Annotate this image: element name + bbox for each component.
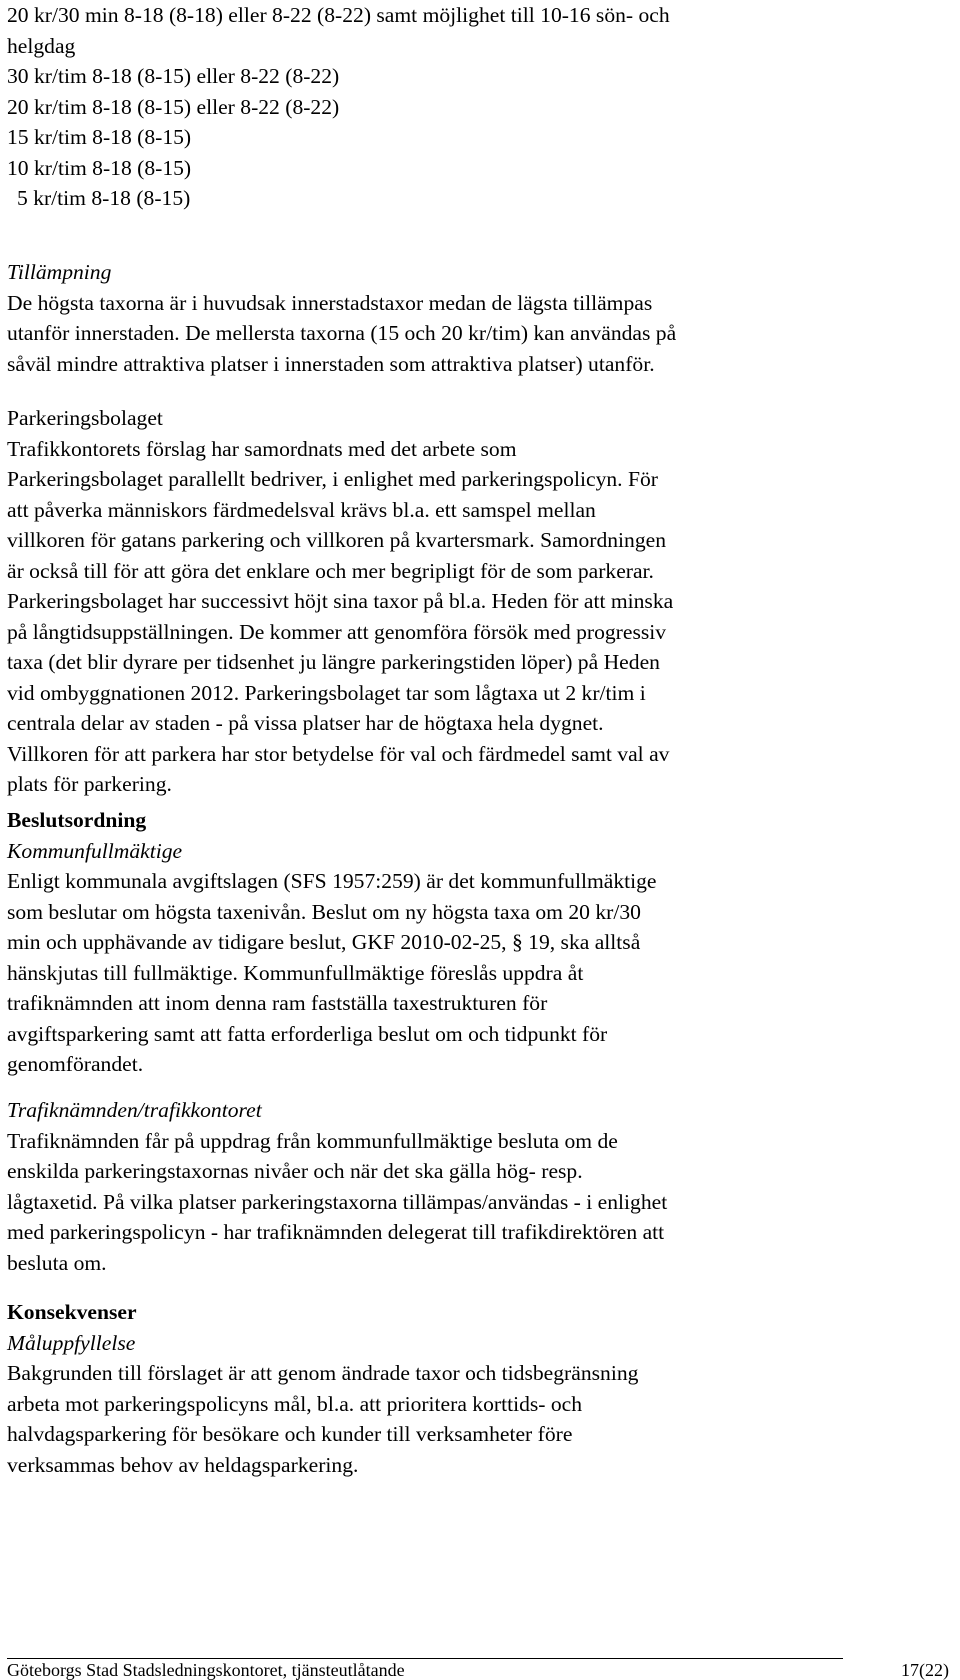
section-subheading: Måluppfyllelse xyxy=(7,1330,136,1355)
paragraph-line: som beslutar om högsta taxenivån. Beslut om ny högsta taxa om 20 kr/30 xyxy=(7,899,641,924)
paragraph-line: arbeta mot parkeringspolicyns mål, bl.a. att prioritera korttids- och xyxy=(7,1391,583,1416)
paragraph-line: plats för parkering. xyxy=(7,772,172,796)
paragraph-line: enskilda parkeringstaxornas nivåer och när det ska gälla hög- resp. xyxy=(7,1159,583,1183)
footer-divider xyxy=(7,1658,843,1659)
paragraph-line: hänskjutas till fullmäktige. Kommunfullmäktige föreslås uppdra åt xyxy=(7,960,584,985)
section-subheading: Kommunfullmäktige xyxy=(7,838,183,863)
paragraph-line: Parkeringsbolaget parallellt bedriver, i enlighet med parkeringspolicyn. För xyxy=(7,467,658,491)
paragraph-line: halvdagsparkering för besökare och kunder till verksamheter före xyxy=(7,1422,573,1446)
rate-list xyxy=(7,0,670,214)
paragraph-line: lågtaxetid. På vilka platser parkeringstaxorna tillämpas/användas - i enlighet xyxy=(7,1189,668,1214)
section-heading: Konsekvenser xyxy=(7,1300,137,1324)
paragraph-line: trafiknämnden att inom denna ram fastställa taxestrukturen för xyxy=(7,991,548,1015)
page-footer xyxy=(7,1660,952,1680)
paragraph-line: min och upphävande av tidigare beslut, GKF 2010-02-25, § 19, ska alltså xyxy=(7,930,641,954)
paragraph-line: taxa (det blir dyrare per tidsenhet ju längre parkeringstiden löper) på Heden xyxy=(7,650,660,674)
paragraph-line: centrala delar av staden - på vissa platser har de högtaxa hela dygnet. xyxy=(7,711,604,735)
paragraph-line: Trafikkontorets förslag har samordnats med det arbete som xyxy=(7,436,517,461)
paragraph-line: såväl mindre attraktiva platser i innerstaden som attraktiva platser) utanför. xyxy=(7,351,655,376)
paragraph-line: villkoren för gatans parkering och villkoren på kvartersmark. Samordningen xyxy=(7,528,667,552)
section-beslutsordning xyxy=(7,805,657,1080)
paragraph-line: Enligt kommunala avgiftslagen (SFS 1957:259) är det kommunfullmäktige xyxy=(7,869,657,893)
paragraph-line: med parkeringspolicyn - har trafiknämnden delegerat till trafikdirektören att xyxy=(7,1220,665,1244)
paragraph-line: på långtidsuppställningen. De kommer att genomföra försök med progressiv xyxy=(7,619,667,644)
section-heading: Beslutsordning xyxy=(7,808,147,832)
section-heading: Parkeringsbolaget xyxy=(7,406,163,430)
paragraph-line: Trafiknämnden får på uppdrag från kommunfullmäktige besluta om de xyxy=(7,1128,618,1153)
section-tillampning xyxy=(7,257,676,379)
paragraph-line: besluta om. xyxy=(7,1250,107,1275)
section-trafiknamnden xyxy=(7,1095,667,1278)
rate-line: 10 kr/tim 8-18 (8-15) xyxy=(7,155,192,180)
paragraph-line: att påverka människors färdmedelsval krävs bl.a. ett samspel mellan xyxy=(7,497,596,522)
paragraph-line: är också till för att göra det enklare och mer begripligt för de som parkerar. xyxy=(7,558,654,583)
rate-line: 15 kr/tim 8-18 (8-15) xyxy=(7,125,192,149)
paragraph-line: Villkoren för att parkera har stor betydelse för val och färdmedel samt val av xyxy=(7,741,670,766)
section-parkeringsbolaget xyxy=(7,403,673,800)
rate-line: 20 kr/tim 8-18 (8-15) eller 8-22 (8-22) xyxy=(7,94,340,119)
paragraph-line: vid ombyggnationen 2012. Parkeringsbolaget tar som lågtaxa ut 2 kr/tim i xyxy=(7,680,646,705)
rate-line: 5 kr/tim 8-18 (8-15) xyxy=(17,186,191,210)
rate-line: helgdag xyxy=(7,33,76,58)
footer-organization: Göteborgs Stad Stadsledningskontoret, tjänsteutlåtande xyxy=(7,1660,405,1680)
paragraph-line: Bakgrunden till förslaget är att genom ändrade taxor och tidsbegränsning xyxy=(7,1361,639,1385)
paragraph-line: De högsta taxorna är i huvudsak innerstadstaxor medan de lägsta tillämpas xyxy=(7,290,653,315)
rate-line: 20 kr/30 min 8-18 (8-18) eller 8-22 (8-22) samt möjlighet till 10-16 sön- och xyxy=(7,3,670,27)
paragraph-line: avgiftsparkering samt att fatta erforderliga beslut om och tidpunkt för xyxy=(7,1021,608,1046)
paragraph-line: verksammas behov av heldagsparkering. xyxy=(7,1452,359,1477)
section-heading: Trafiknämnden/trafikkontoret xyxy=(7,1098,262,1122)
page-number: 17(22) xyxy=(901,1660,949,1680)
rate-line: 30 kr/tim 8-18 (8-15) eller 8-22 (8-22) xyxy=(7,64,340,88)
section-konsekvenser xyxy=(7,1297,638,1480)
paragraph-line: Parkeringsbolaget har successivt höjt sina taxor på bl.a. Heden för att minska xyxy=(7,589,674,613)
section-heading: Tillämpning xyxy=(7,260,112,284)
paragraph-line: genomförandet. xyxy=(7,1052,144,1076)
paragraph-line: utanför innerstaden. De mellersta taxorna (15 och 20 kr/tim) kan användas på xyxy=(7,321,677,345)
